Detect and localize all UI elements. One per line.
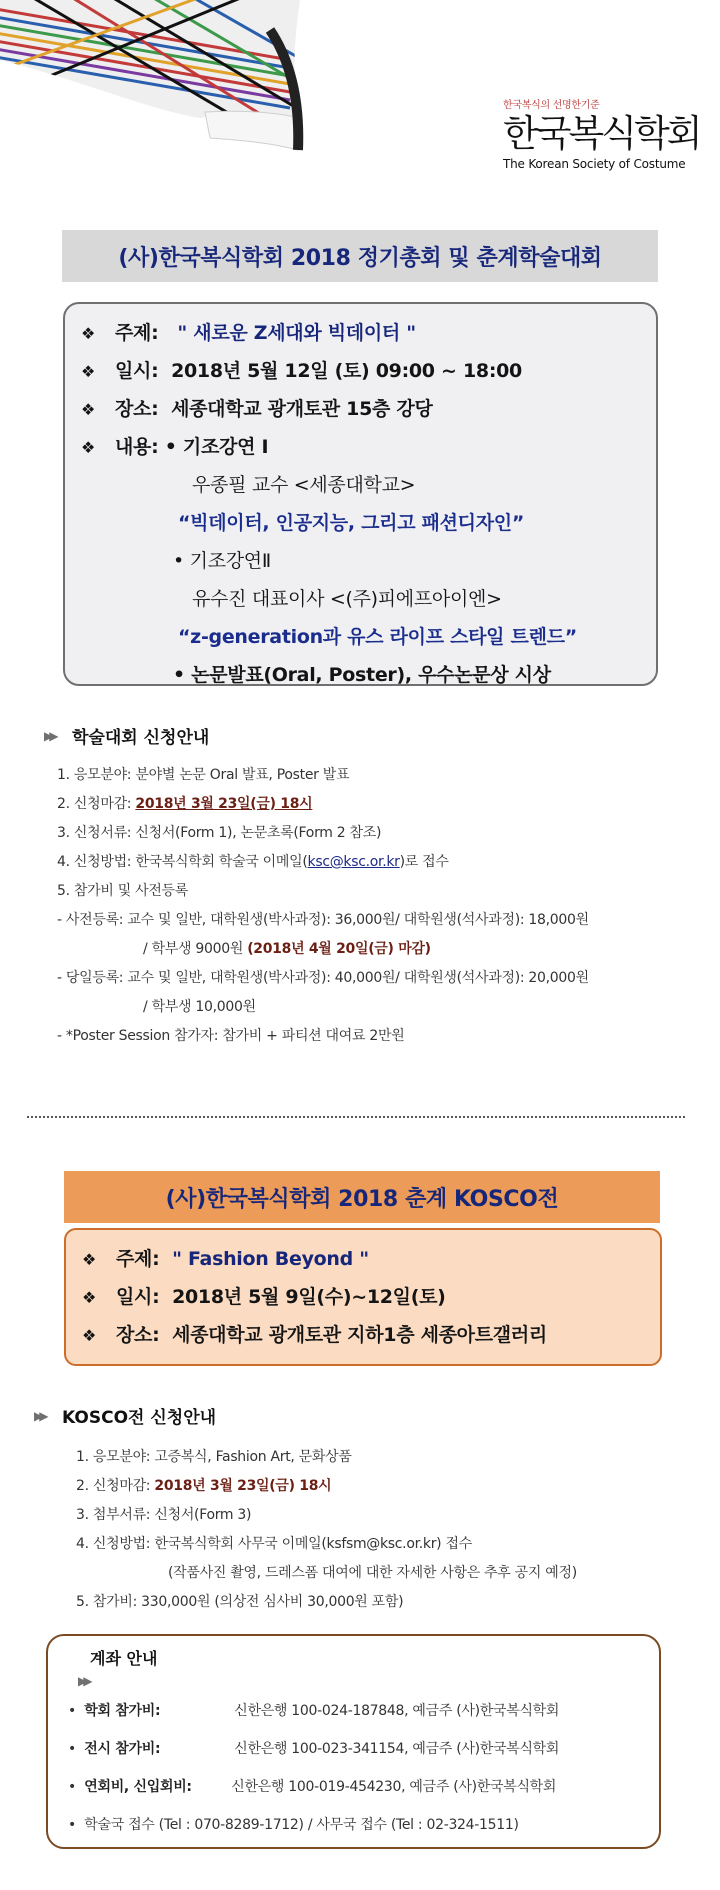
conference-item-fee: 5. 참가비 및 사전등록	[57, 883, 188, 899]
kosco-date-value: 2018년 5월 9일(수)~12일(토)	[172, 1286, 446, 1308]
conference-application-title: 학술대회 신청안내	[72, 728, 210, 748]
kosco-deadline-date: 2018년 3월 23일(금) 18시	[154, 1478, 332, 1494]
conference-date-row	[81, 356, 522, 383]
account-title: 계좌 안내	[90, 1649, 158, 1668]
papers-session: • 논문발표(Oral, Poster), 우수논문상 시상	[173, 664, 551, 686]
conference-item-deadline	[57, 793, 312, 813]
conference-item-method	[57, 851, 449, 871]
deadline-prefix: 2. 신청마감:	[57, 796, 136, 812]
date-value: 2018년 5월 12일 (토) 09:00 ~ 18:00	[171, 360, 522, 382]
account-contact: 학술국 접수 (Tel : 070-8289-1712) / 사무국 접수 (Tel : 02-324-1511)	[84, 1817, 519, 1833]
kosco-info-box	[64, 1228, 662, 1366]
society-logo	[503, 96, 713, 171]
kosco-item-fee: 5. 참가비: 330,000원 (의상전 심사비 30,000원 포함)	[76, 1594, 404, 1610]
section-divider	[27, 1116, 685, 1118]
double-triangle-icon: ▶▶	[78, 1674, 89, 1688]
kosco-place-row	[82, 1320, 547, 1347]
keynote2-topic: “z-generation과 유스 라이프 스타일 트렌드”	[178, 626, 577, 648]
conference-theme-row	[81, 318, 416, 345]
theme-label: 주제:	[115, 322, 159, 344]
onsite-registration-line2: / 학부생 10,000원	[143, 999, 256, 1015]
account-row3-label: 연회비, 신입회비:	[84, 1779, 192, 1795]
deadline-date: 2018년 3월 23일(금) 18시	[135, 796, 313, 812]
place-label: 장소:	[115, 398, 159, 420]
conference-place-row	[81, 394, 433, 421]
kosco-place-label: 장소:	[116, 1324, 160, 1346]
brand-name-english: The Korean Society of Costume	[503, 157, 686, 171]
keynote2-title: • 기조강연Ⅱ	[173, 550, 271, 572]
account-row-membership-fee: • 연회비, 신입회비: 신한은행 100-019-454230, 예금주 (사)한국복식학회	[68, 1776, 556, 1796]
fabric-pillow-illustration	[0, 0, 320, 180]
kosco-theme-row	[82, 1244, 369, 1271]
kosco-theme-value: " Fashion Beyond "	[172, 1248, 369, 1270]
diamond-bullet-icon: ❖	[81, 324, 96, 343]
keynote1-speaker: 우종필 교수 <세종대학교>	[192, 474, 416, 496]
diamond-bullet-icon: ❖	[81, 438, 96, 457]
method-suffix: )로 접수	[399, 854, 449, 870]
pre-registration-line2	[143, 938, 431, 958]
kosco-item-documents: 3. 첨부서류: 신청서(Form 3)	[76, 1507, 252, 1523]
keynote1-title: • 기조강연 I	[164, 436, 269, 458]
kosco-item-deadline	[76, 1475, 331, 1495]
kosco-item-method: 4. 신청방법: 한국복식학회 사무국 이메일(ksfsm@ksc.or.kr) 접수	[76, 1536, 472, 1552]
pre-registration-line1: - 사전등록: 교수 및 일반, 대학원생(박사과정): 36,000원/ 대학원생(석사과정): 18,000원	[57, 912, 589, 928]
header-fabric-image	[0, 0, 320, 180]
pre-registration-undergrad: / 학부생 9000원	[143, 941, 248, 957]
diamond-bullet-icon: ❖	[81, 362, 96, 381]
conference-item-documents: 3. 신청서류: 신청서(Form 1), 논문초록(Form 2 참조)	[57, 825, 382, 841]
conference-banner	[62, 230, 658, 282]
kosco-banner	[64, 1171, 660, 1223]
account-row1-label: 학회 참가비:	[84, 1703, 161, 1719]
kosco-date-label: 일시:	[116, 1286, 160, 1308]
double-triangle-icon: ▶▶	[44, 728, 55, 743]
kosco-item-field: 1. 응모분야: 고증복식, Fashion Art, 문화상품	[76, 1449, 352, 1465]
date-label: 일시:	[115, 360, 159, 382]
place-value: 세종대학교 광개토관 15층 강당	[171, 398, 433, 420]
account-row1-value: 신한은행 100-024-187848, 예금주 (사)한국복식학회	[234, 1703, 560, 1719]
diamond-bullet-icon: ❖	[82, 1250, 97, 1269]
kosco-item-method-note: (작품사진 촬영, 드레스폼 대여에 대한 자세한 사항은 추후 공지 예정)	[168, 1565, 577, 1581]
content-label: 내용:	[115, 436, 159, 458]
conference-info-box	[63, 302, 658, 686]
conference-item-field: 1. 응모분야: 분야별 논문 Oral 발표, Poster 발표	[57, 767, 350, 783]
account-row-conference-fee: • 학회 참가비: 신한은행 100-024-187848, 예금주 (사)한국복식학회	[68, 1700, 559, 1720]
kosco-deadline-prefix: 2. 신청마감:	[76, 1478, 155, 1494]
keynote2-speaker: 유수진 대표이사 <(주)피에프아이엔>	[192, 588, 502, 610]
account-row2-label: 전시 참가비:	[84, 1741, 161, 1757]
kosco-banner-title: (사)한국복식학회 2018 춘계 KOSCO전	[165, 1186, 559, 1212]
kosco-place-value: 세종대학교 광개토관 지하1층 세종아트갤러리	[172, 1324, 547, 1346]
conference-application-heading	[44, 723, 209, 748]
onsite-registration-line1: - 당일등록: 교수 및 일반, 대학원생(박사과정): 40,000원/ 대학원생(석사과정): 20,000원	[57, 970, 589, 986]
pre-registration-deadline: (2018년 4월 20일(금) 마감)	[247, 941, 431, 957]
brand-tagline: 한국복식의 선명한기준	[503, 100, 600, 111]
method-prefix: 4. 신청방법: 한국복식학회 학술국 이메일(	[57, 854, 308, 870]
brand-name: 한국복식학회	[503, 112, 700, 155]
keynote1-topic: “빅데이터, 인공지능, 그리고 패션디자인”	[178, 512, 525, 534]
diamond-bullet-icon: ❖	[82, 1288, 97, 1307]
conference-content-row	[81, 432, 268, 459]
conference-banner-title: (사)한국복식학회 2018 정기총회 및 춘계학술대회	[118, 245, 602, 271]
poster-session-note: - *Poster Session 참가자: 참가비 + 파티션 대여료 2만원	[57, 1028, 405, 1044]
kosco-application-title: KOSCO전 신청안내	[62, 1408, 217, 1428]
double-triangle-icon: ▶▶	[34, 1408, 45, 1423]
diamond-bullet-icon: ❖	[81, 400, 96, 419]
account-row3-value: 신한은행 100-019-454230, 예금주 (사)한국복식학회	[231, 1779, 557, 1795]
account-row-exhibition-fee: • 전시 참가비: 신한은행 100-023-341154, 예금주 (사)한국복식학회	[68, 1738, 559, 1758]
kosco-theme-label: 주제:	[116, 1248, 160, 1270]
theme-value: " 새로운 Z세대와 빅데이터 "	[177, 322, 416, 344]
kosco-application-heading	[34, 1403, 216, 1428]
kosco-date-row	[82, 1282, 446, 1309]
account-row2-value: 신한은행 100-023-341154, 예금주 (사)한국복식학회	[234, 1741, 560, 1757]
account-contact-row: • 학술국 접수 (Tel : 070-8289-1712) / 사무국 접수 (Tel : 02-324-1511)	[68, 1817, 519, 1833]
account-info-box	[46, 1634, 661, 1849]
diamond-bullet-icon: ❖	[82, 1326, 97, 1345]
conference-email-link[interactable]: ksc@ksc.or.kr	[307, 854, 400, 870]
